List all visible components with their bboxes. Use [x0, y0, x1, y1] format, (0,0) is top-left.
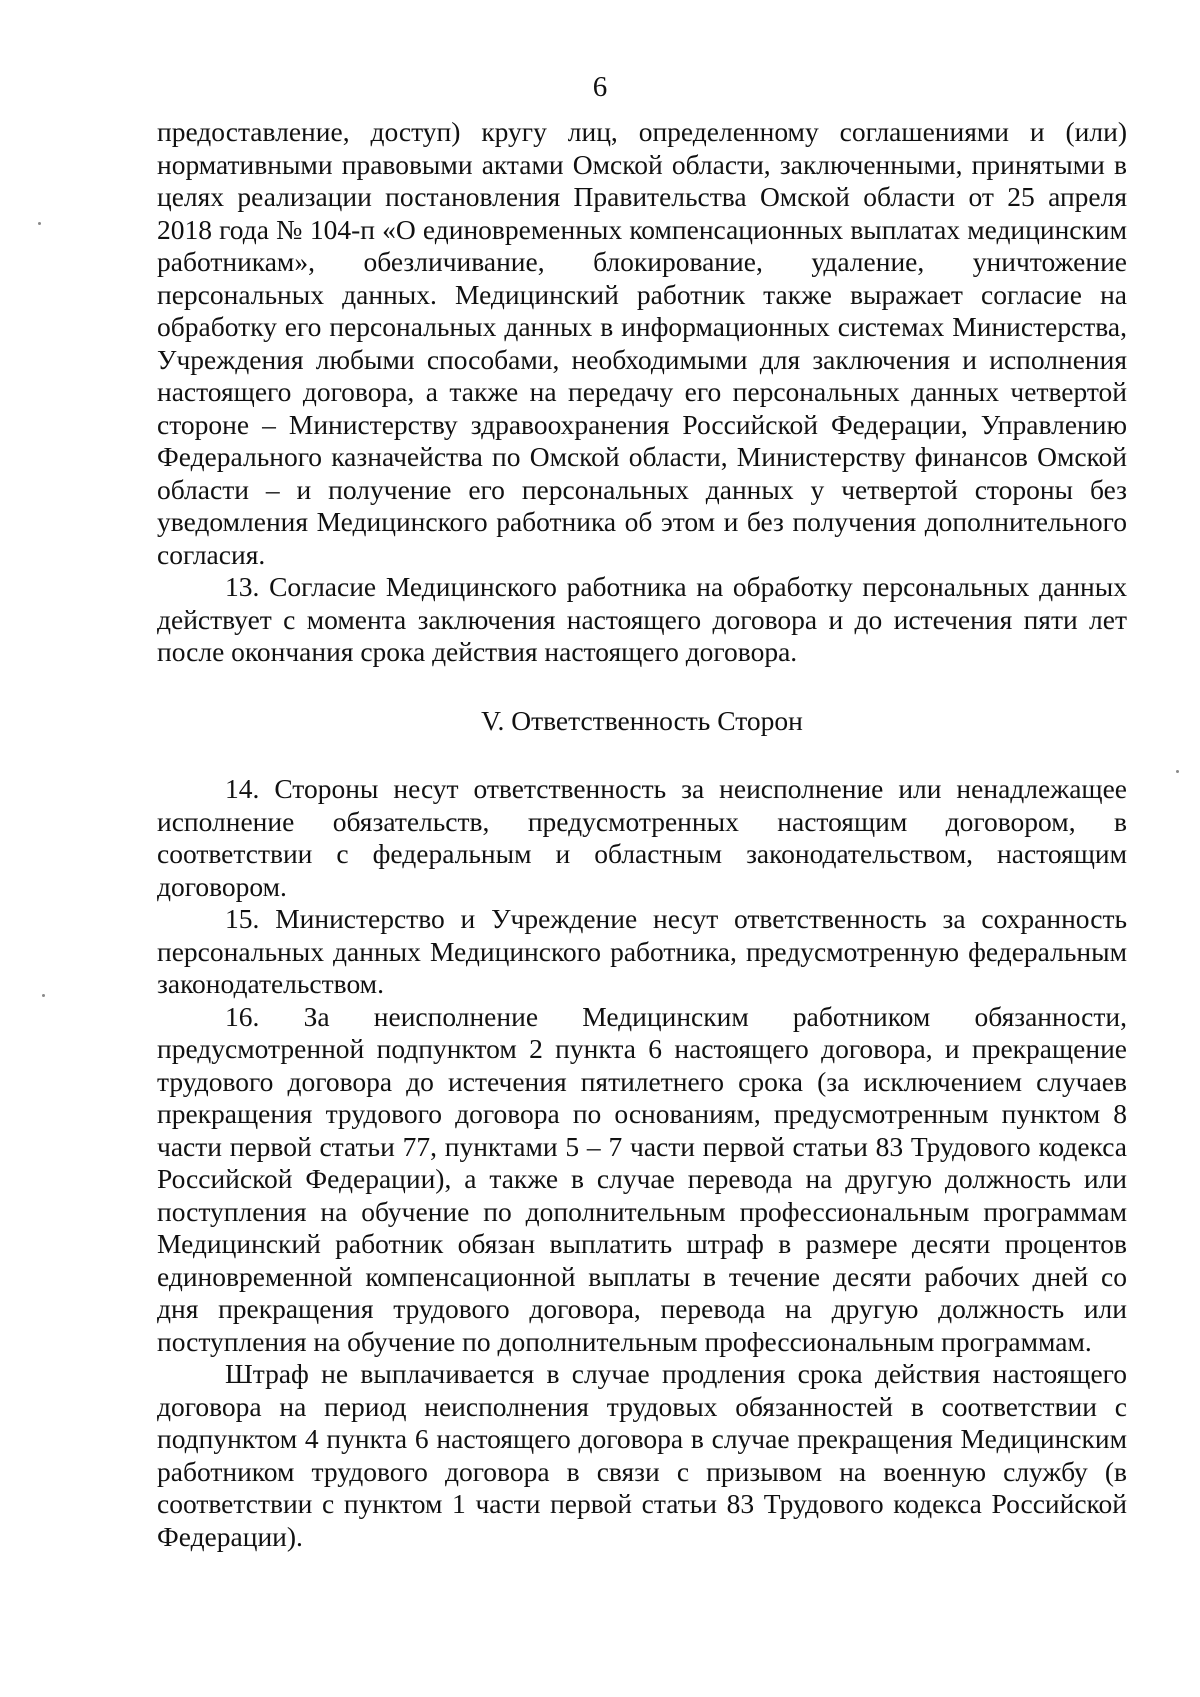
paragraph-13: 13. Согласие Медицинского работника на обработку персональных данных действует с момента заключения настоящего договора и до истечения пяти лет после окончания срока действия настоящего договора. — [157, 571, 1127, 667]
scan-artifact — [38, 222, 41, 225]
paragraph-16-fine-exemption: Штраф не выплачивается в случае продления срока действия настоящего договора на период неисполнения трудовых обязанностей в соответствии с подпунктом 4 пункта 6 настоящего договора в случае прекращения Медицинским работником трудового договора в связи с призывом на военную службу (в соответствии с пунктом 1 части первой статьи 83 Трудового кодекса Российской Федерации). — [157, 1358, 1127, 1552]
scan-artifact — [42, 994, 45, 997]
section-heading: V. Ответственность Сторон — [481, 704, 803, 736]
paragraph-16: 16. За неисполнение Медицинским работником обязанности, предусмотренной подпунктом 2 пункта 6 настоящего договора, и прекращение трудового договора до истечения пятилетнего срока (за исключением случаев прекращения трудового договора по основаниям, предусмотренным пунктом 8 части первой статьи 77, пунктами 5 – 7 части первой статьи 83 Трудового кодекса Российской Федерации), а также в случае перевода на другую должность или поступления на обучение по дополнительным профессиональным программам Медицинский работник обязан выплатить штраф в размере десяти процентов единовременной компенсационной выплаты в течение десяти рабочих дней со дня прекращения трудового договора, перевода на другую должность или поступления на обучение по дополнительным профессиональным программам. — [157, 1000, 1127, 1357]
document-body — [157, 116, 1127, 1553]
scan-artifact — [1176, 770, 1179, 773]
paragraph-15: 15. Министерство и Учреждение несут ответственность за сохранность персональных данных Медицинского работника, предусмотренную федеральным законодательством. — [157, 903, 1127, 999]
page-number: 6 — [592, 71, 608, 103]
paragraph-12-continued: предоставление, доступ) кругу лиц, определенному соглашениями и (или) нормативными правовыми актами Омской области, заключенными, принятыми в целях реализации постановления Правительства Омской области от 25 апреля 2018 года № 104-п «О единовременных компенсационных выплатах медицинским работникам», обезличивание, блокирование, удаление, уничтожение персональных данных. Медицинский работник также выражает согласие на обработку его персональных данных в информационных системах Министерства, Учреждения любыми способами, необходимыми для заключения и исполнения настоящего договора, а также на передачу его персональных данных четвертой стороне – Министерству здравоохранения Российской Федерации, Управлению Федерального казначейства по Омской области, Министерству финансов Омской области – и получение его персональных данных у четвертой стороны без уведомления Медицинского работника об этом и без получения дополнительного согласия. — [157, 116, 1127, 570]
paragraph-14: 14. Стороны несут ответственность за неисполнение или ненадлежащее исполнение обязательств, предусмотренных настоящим договором, в соответствии с федеральным и областным законодательством, настоящим договором. — [157, 773, 1127, 902]
